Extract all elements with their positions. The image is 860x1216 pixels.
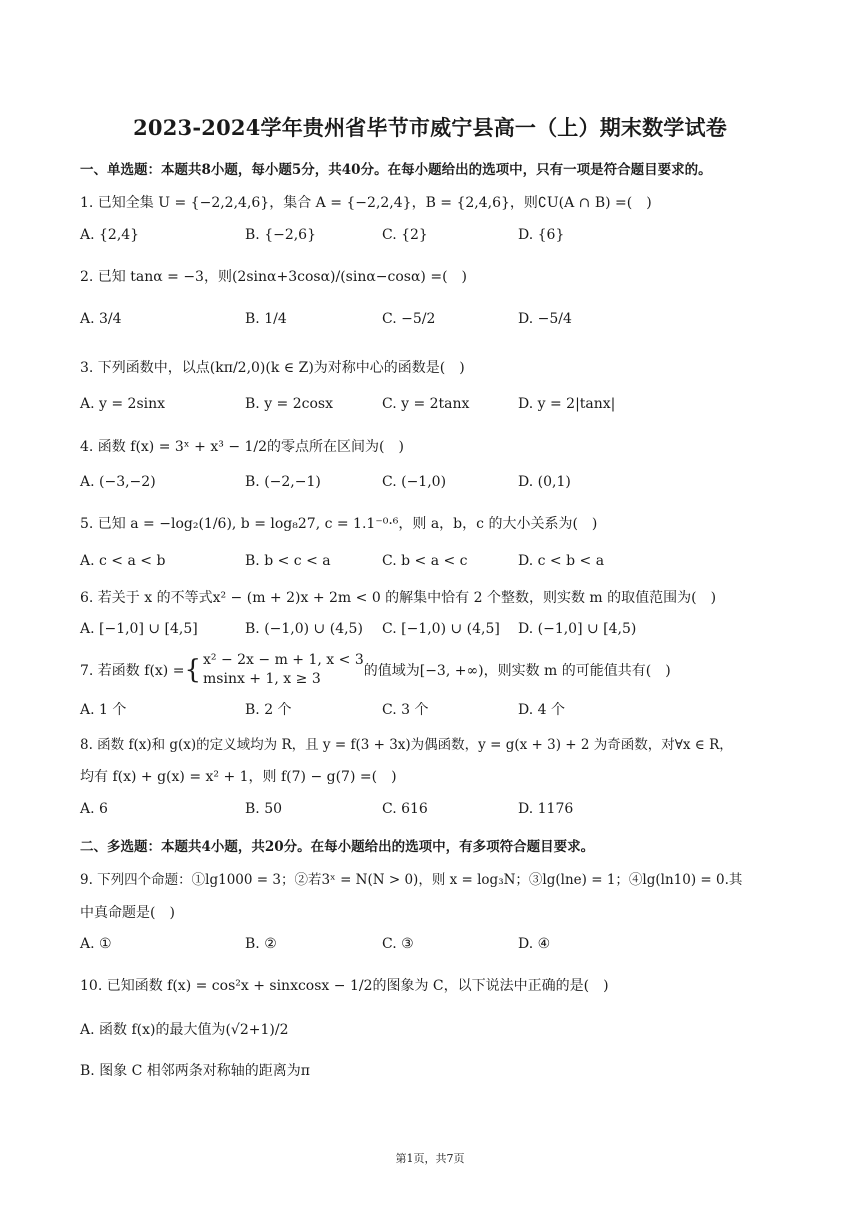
question-1-stem: 1. 已知全集 U = {−2,2,4,6}，集合 A = {−2,2,4}，B = {2,4,6}，则∁U(A ∩ B) =( ) <box>80 195 652 211</box>
question-1-option-d: D. {6} <box>518 227 565 243</box>
question-8-option-c: C. 616 <box>382 801 428 817</box>
question-6-option-b: B. (−1,0) ∪ (4,5) <box>245 621 363 637</box>
piecewise-case-1: x² − 2x − m + 1, x < 3 <box>203 652 364 668</box>
question-5-stem: 5. 已知 a = −log₂(1/6), b = log₈27, c = 1.1⁻⁰·⁶，则 a，b，c 的大小关系为( ) <box>80 516 598 532</box>
question-1-option-a: A. {2,4} <box>80 227 140 243</box>
question-5-option-a: A. c < a < b <box>80 553 166 569</box>
question-1-option-c: C. {2} <box>382 227 428 243</box>
question-5-option-c: C. b < a < c <box>382 553 468 569</box>
question-7-stem-prefix: 7. 若函数 f(x) = <box>80 663 185 679</box>
question-9-stem-continued: 中真命题是( ) <box>80 905 175 921</box>
question-8-option-a: A. 6 <box>80 801 108 817</box>
question-3-option-d: D. y = 2|tanx| <box>518 396 616 412</box>
question-7-option-a: A. 1 个 <box>80 702 127 718</box>
question-8-option-b: B. 50 <box>245 801 283 817</box>
question-10-option-b: B. 图象 C 相邻两条对称轴的距离为π <box>80 1063 311 1079</box>
question-7-option-c: C. 3 个 <box>382 702 429 718</box>
question-9-stem: 9. 下列四个命题：①lg1000 = 3；②若3ˣ = N(N > 0)，则 x = log₃N；③lg(lne) = 1；④lg(ln10) = 0.其 <box>80 872 743 888</box>
piecewise-case-2: msinx + 1, x ≥ 3 <box>203 671 321 687</box>
question-7-option-d: D. 4 个 <box>518 702 565 718</box>
question-4-stem: 4. 函数 f(x) = 3ˣ + x³ − 1/2的零点所在区间为( ) <box>80 439 404 455</box>
question-2-option-c: C. −5/2 <box>382 311 436 327</box>
question-2-option-b: B. 1/4 <box>245 311 287 327</box>
question-6-option-a: A. [−1,0] ∪ [4,5] <box>80 621 198 637</box>
question-10-option-a: A. 函数 f(x)的最大值为(√2+1)/2 <box>80 1022 289 1038</box>
question-2-option-d: D. −5/4 <box>518 311 572 327</box>
question-9-option-d: D. ④ <box>518 936 551 952</box>
question-7-stem <box>80 650 671 690</box>
question-6-option-d: D. (−1,0] ∪ [4,5) <box>518 621 637 637</box>
question-3-option-a: A. y = 2sinx <box>80 396 166 412</box>
question-1-option-b: B. {−2,6} <box>245 227 316 243</box>
left-brace-symbol: { <box>184 655 201 685</box>
question-3-option-c: C. y = 2tanx <box>382 396 470 412</box>
section-heading-multiple-choice: 二、多选题：本题共4小题，共20分。在每小题给出的选项中，有多项符合题目要求。 <box>80 839 595 855</box>
question-4-option-b: B. (−2,−1) <box>245 474 321 490</box>
page-title: 2023-2024学年贵州省毕节市威宁县高一（上）期末数学试卷 <box>133 115 727 140</box>
question-9-option-b: B. ② <box>245 936 277 952</box>
question-4-option-d: D. (0,1) <box>518 474 571 490</box>
page-footer: 第1页，共7页 <box>395 1152 465 1165</box>
question-6-option-c: C. [−1,0) ∪ (4,5] <box>382 621 500 637</box>
question-9-option-c: C. ③ <box>382 936 414 952</box>
piecewise-cases <box>203 651 364 689</box>
section-heading-single-choice: 一、单选题：本题共8小题，每小题5分，共40分。在每小题给出的选项中，只有一项是符合题目要求的。 <box>80 162 712 178</box>
question-4-option-c: C. (−1,0) <box>382 474 447 490</box>
question-4-option-a: A. (−3,−2) <box>80 474 156 490</box>
question-5-option-b: B. b < c < a <box>245 553 331 569</box>
question-6-stem: 6. 若关于 x 的不等式x² − (m + 2)x + 2m < 0 的解集中恰有 2 个整数，则实数 m 的取值范围为( ) <box>80 590 717 606</box>
question-7-stem-suffix: 的值域为[−3, +∞)，则实数 m 的可能值共有( ) <box>363 663 671 679</box>
question-8-stem-continued: 均有 f(x) + g(x) = x² + 1，则 f(7) − g(7) =( ) <box>80 769 397 785</box>
question-2-option-a: A. 3/4 <box>80 311 122 327</box>
question-7-option-b: B. 2 个 <box>245 702 292 718</box>
question-9-option-a: A. ① <box>80 936 112 952</box>
question-8-option-d: D. 1176 <box>518 801 574 817</box>
question-10-stem: 10. 已知函数 f(x) = cos²x + sinxcosx − 1/2的图象为 C，以下说法中正确的是( ) <box>80 978 609 994</box>
question-3-option-b: B. y = 2cosx <box>245 396 333 412</box>
question-8-stem: 8. 函数 f(x)和 g(x)的定义域均为 R，且 y = f(3 + 3x)为偶函数，y = g(x + 3) + 2 为奇函数，对∀x ∈ R， <box>80 737 733 753</box>
question-3-stem: 3. 下列函数中，以点(kπ/2,0)(k ∈ Z)为对称中心的函数是( ) <box>80 360 465 376</box>
question-2-stem: 2. 已知 tanα = −3，则(2sinα+3cosα)/(sinα−cosα) =( ) <box>80 269 467 285</box>
question-5-option-d: D. c < b < a <box>518 553 605 569</box>
